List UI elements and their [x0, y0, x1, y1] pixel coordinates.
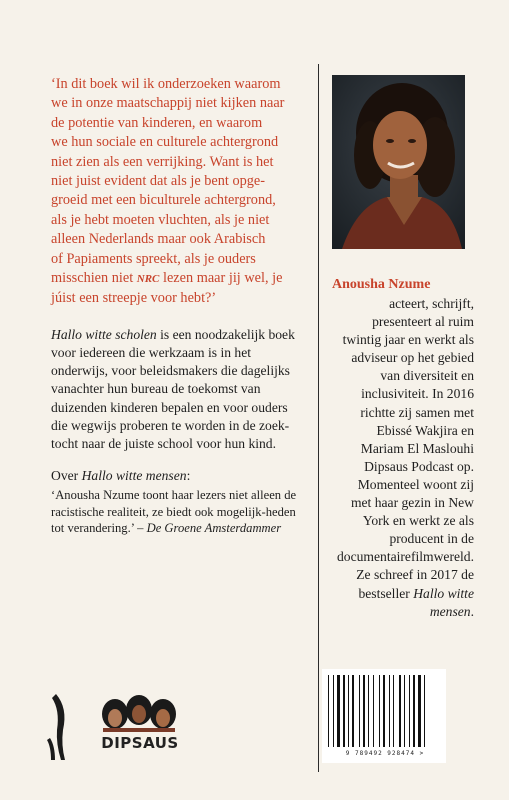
- review-source: De Groene Amsterdammer: [146, 521, 282, 536]
- book-description: Hallo witte scholen is een noodzakelijk boek voor iedereen die werkzaam is in het onderwijs, voor beleidsmakers die dagelijks vanachter hun bureau de toekomst van duizenden kinderen bepalen en voor ouders die wegwijs proberen te worden in de zoek-tocht naar de juiste school voor hun kind.: [51, 326, 295, 452]
- review-intro: Over Hallo witte mensen:: [51, 468, 191, 484]
- review-quote: ‘Anousha Nzume toont haar lezers niet alleen de racistische realiteit, ze biedt ook mogelijk-heden tot verandering.’ – De Groene Amsterdammer: [51, 488, 297, 536]
- column-divider: [318, 64, 319, 772]
- author-bio: acteert, schrijft, presenteert al ruim twintig jaar en werkt als adviseur op het gebied van diversiteit en inclusiviteit. In 2016 richtte zij samen met Ebissé Wakjira en Mariam El Maslouhi Dipsaus Podcast op. Momenteel woont zij met haar gezin in New York en werkt ze als producent in de documentairefilmwereld. Ze schreef in 2017 de bestseller Hallo witte mensen.: [336, 296, 474, 619]
- nrc-label: NRC: [136, 273, 160, 286]
- barcode: [322, 669, 446, 763]
- author-quote: ‘In dit boek wil ik onderzoeken waarom we in onze maatschappij niet kijken naar de potentie van kinderen, en waarom we hun sociale en culturele achtergrond niet zien als een verrijking. Want is het niet juist evident dat als je bent opge- groeid met een biculturele achtergrond, als je hebt moeten vluchten, als je niet alleen Nederlands maar ook Arabisch of Papiaments spreekt, als je ouders misschien niet NRC lezen maar jij wel, je júist een streepje voor hebt?’: [51, 76, 285, 307]
- author-name: Anousha Nzume: [332, 277, 431, 292]
- left-column: [51, 75, 306, 537]
- quill-icon: [46, 690, 72, 764]
- author-photo: [332, 75, 465, 249]
- isbn-digits: 9 789492 928474 >: [345, 750, 425, 757]
- dipsaus-wordmark: DIPSAUS: [101, 734, 179, 752]
- book-title: Hallo witte scholen: [51, 326, 157, 342]
